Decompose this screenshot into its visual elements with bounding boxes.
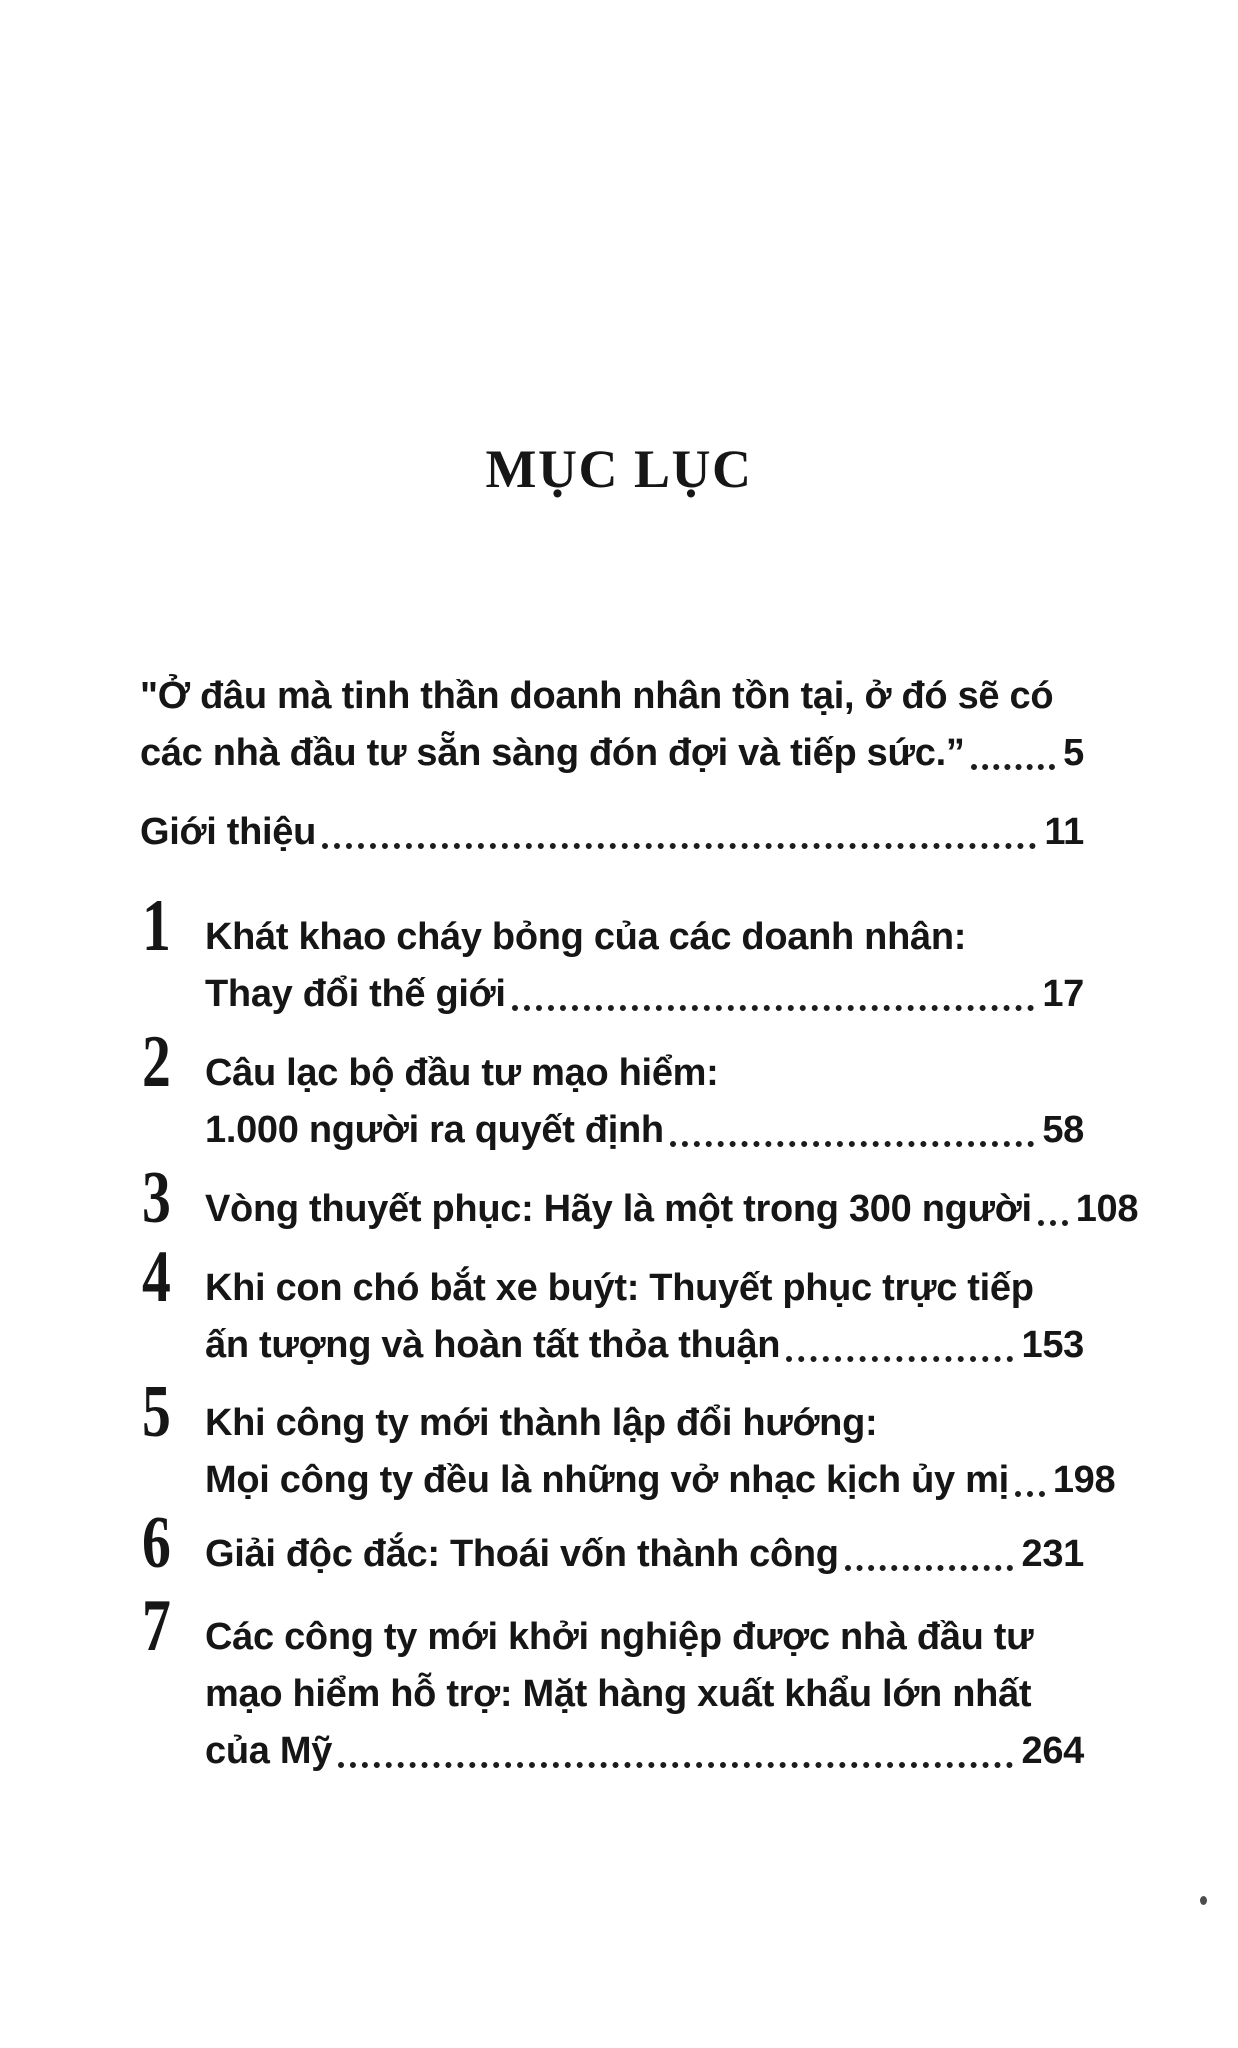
toc-entry-intro xyxy=(140,804,1084,861)
chapter-title-line: mạo hiểm hỗ trợ: Mặt hàng xuất khẩu lớn nhất xyxy=(205,1673,1032,1715)
dot-leader xyxy=(1038,1220,1068,1226)
chapter-title-text: 1.000 người ra quyết định xyxy=(205,1109,664,1151)
chapter-title-text: Giải độc đắc: Thoái vốn thành công xyxy=(205,1533,839,1575)
chapter-title-line: Câu lạc bộ đầu tư mạo hiểm: xyxy=(205,1052,719,1094)
toc-entry-quote xyxy=(140,668,1084,782)
toc-entry-chapter-7 xyxy=(140,1585,1084,1780)
page-number: 231 xyxy=(1021,1533,1084,1575)
scan-speck xyxy=(1200,1896,1207,1905)
page-title: MỤC LỤC xyxy=(485,439,753,499)
chapter-title-line: Khi con chó bắt xe buýt: Thuyết phục trực tiếp xyxy=(205,1267,1034,1309)
dot-leader xyxy=(845,1565,1014,1571)
table-of-contents xyxy=(140,668,1139,1780)
page-number: 108 xyxy=(1075,1188,1139,1230)
chapter-title-last-line xyxy=(205,1723,1084,1780)
chapter-title-text: của Mỹ xyxy=(205,1730,333,1772)
page-number: 17 xyxy=(1042,973,1084,1015)
dot-leader xyxy=(786,1356,1013,1362)
toc-entry-chapter-4 xyxy=(140,1236,1084,1374)
page-number: 5 xyxy=(1063,732,1084,774)
chapter-title-last-line xyxy=(205,1452,1116,1509)
toc-entry-chapter-6 xyxy=(140,1502,1084,1584)
quote-line-2 xyxy=(140,725,1084,782)
quote-line-1: "Ở đâu mà tinh thần doanh nhân tồn tại, ở đó sẽ có xyxy=(140,675,1054,717)
page-number: 198 xyxy=(1052,1459,1116,1501)
page-number: 11 xyxy=(1044,811,1084,853)
dot-leader xyxy=(670,1141,1035,1147)
dot-leader xyxy=(512,1005,1035,1011)
page-number: 58 xyxy=(1042,1109,1084,1151)
quote-line-2-text: các nhà đầu tư sẵn sàng đón đợi và tiếp sức.” xyxy=(140,732,965,774)
chapter-number: 4 xyxy=(142,1236,171,1318)
toc-entry-chapter-5 xyxy=(140,1371,1116,1509)
chapter-number: 1 xyxy=(142,885,171,967)
chapter-title-line: Khát khao cháy bỏng của các doanh nhân: xyxy=(205,916,967,958)
chapter-number: 7 xyxy=(142,1585,171,1667)
chapter-number: 3 xyxy=(142,1157,171,1239)
chapter-title-text: Mọi công ty đều là những vở nhạc kịch ủy mị xyxy=(205,1459,1009,1501)
chapter-title-last-line xyxy=(205,1317,1084,1374)
dot-leader xyxy=(971,764,1056,770)
dot-leader xyxy=(1015,1491,1045,1497)
toc-entry-chapter-2 xyxy=(140,1021,1084,1159)
chapter-title-text: Thay đổi thế giới xyxy=(205,973,506,1015)
chapter-number: 6 xyxy=(142,1502,171,1584)
intro-label: Giới thiệu xyxy=(140,811,317,853)
chapter-title-last-line xyxy=(205,1526,1084,1583)
page-number: 264 xyxy=(1021,1730,1084,1772)
chapter-title-line: Khi công ty mới thành lập đổi hướng: xyxy=(205,1402,878,1444)
chapter-number: 5 xyxy=(142,1371,171,1453)
chapter-title-last-line xyxy=(205,1102,1084,1159)
toc-entry-chapter-1 xyxy=(140,885,1084,1023)
toc-entry-chapter-3 xyxy=(140,1157,1139,1239)
chapter-title-text: ấn tượng và hoàn tất thỏa thuận xyxy=(205,1324,781,1366)
dot-leader xyxy=(322,843,1036,849)
chapter-title-text: Vòng thuyết phục: Hãy là một trong 300 người xyxy=(205,1188,1032,1230)
dot-leader xyxy=(338,1762,1013,1768)
page-number: 153 xyxy=(1021,1324,1084,1366)
chapter-title-line: Các công ty mới khởi nghiệp được nhà đầu tư xyxy=(205,1616,1034,1658)
chapter-title-last-line xyxy=(205,1181,1139,1238)
chapter-title-last-line xyxy=(205,966,1084,1023)
chapter-number: 2 xyxy=(142,1021,171,1103)
